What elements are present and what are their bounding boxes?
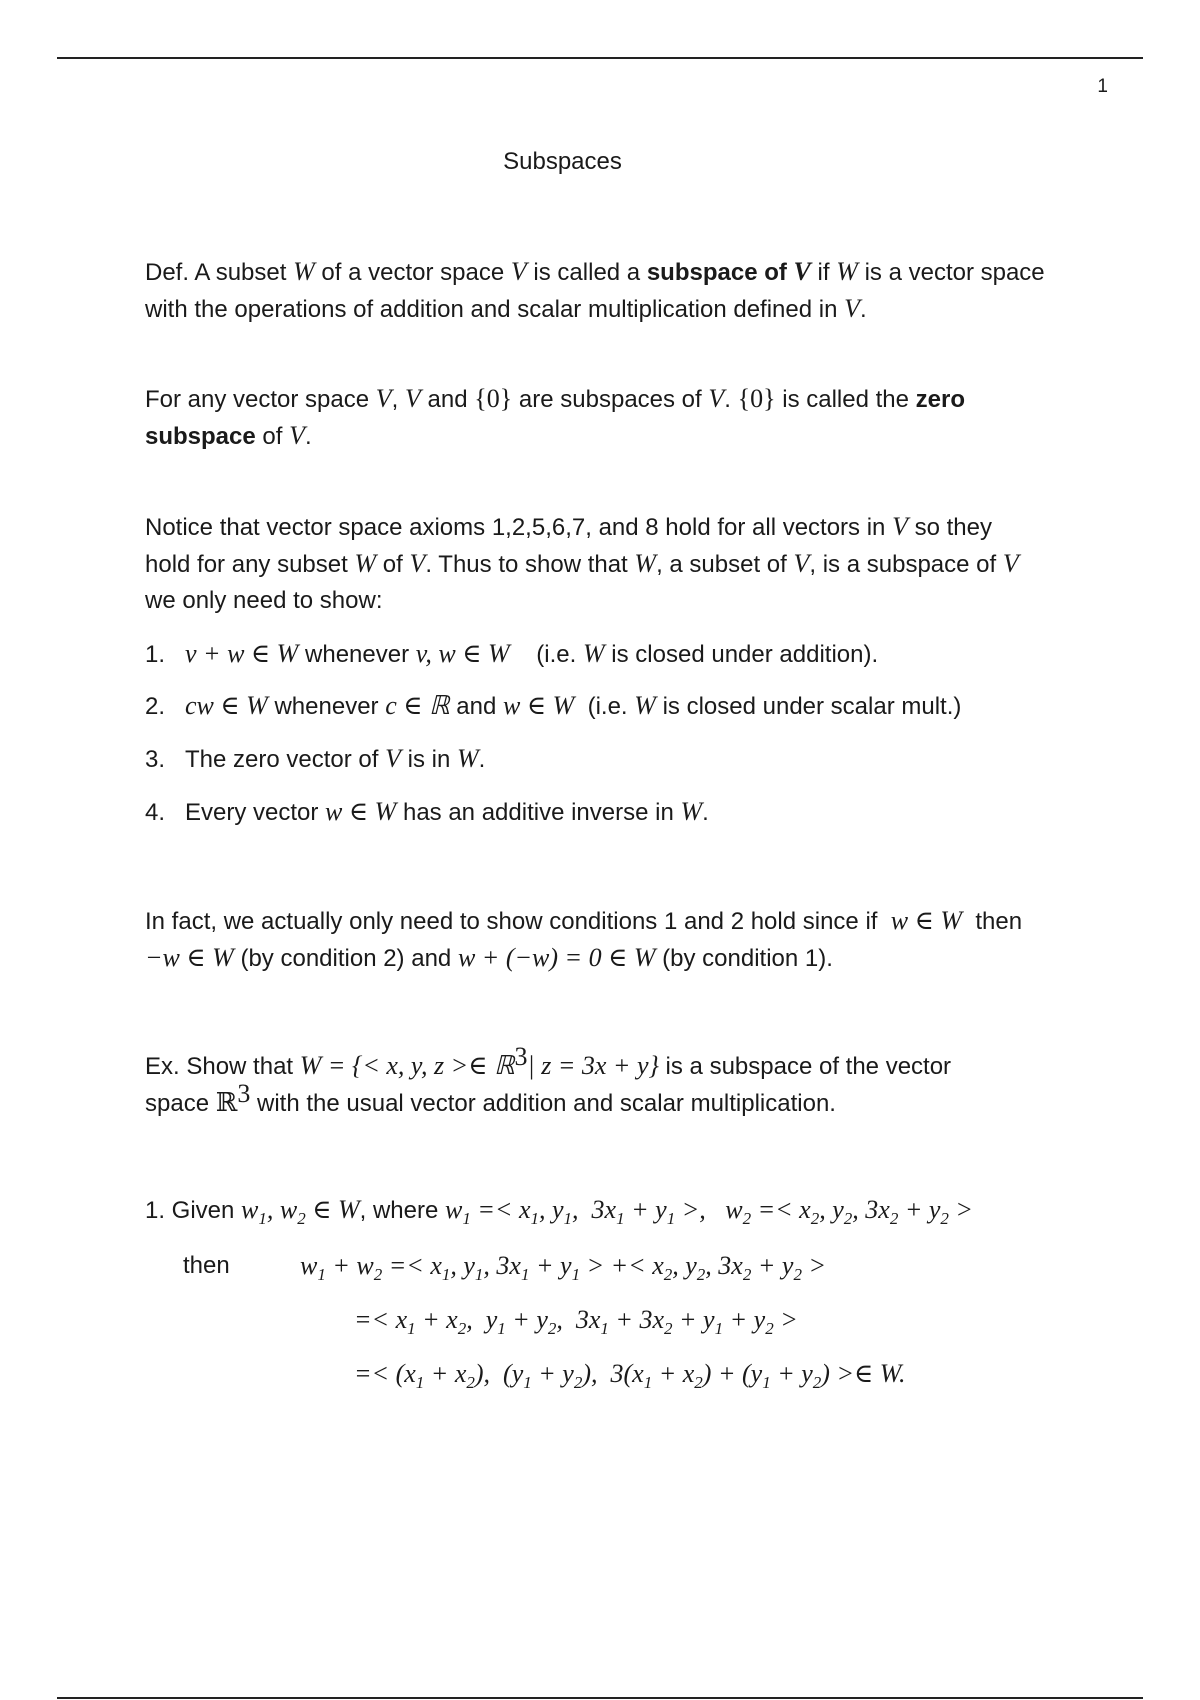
list-item: 1. v + w ∈ W whenever v, w ∈ W (i.e. W is closed under addition). xyxy=(145,639,879,668)
proof-equation-line-3: =< $(x_1 + x_2)$, $(y_1 + y_2)$, $3(x_1 + x_2) + (y_1 + y_2)$ >∈ W. xyxy=(354,1359,906,1393)
proof-equation-line-2: =< $x_1 + x_2$, $y_1 + y_2$, $3x_1 + 3x_2 + y_1 + y_2$ > xyxy=(354,1305,798,1339)
bottom-rule xyxy=(57,1697,1143,1699)
page-number: 1 xyxy=(1097,76,1108,97)
list-item: 2. cw ∈ W whenever c ∈ ℝ and w ∈ W (i.e. W is closed under scalar mult.) xyxy=(145,691,962,720)
proof-then-label: then xyxy=(183,1252,230,1279)
list-item: 4. Every vector w ∈ W has an additive inverse in W. xyxy=(145,797,709,826)
zero-subspace-paragraph: For any vector space V, V and {0} are subspaces of V. {0} is called the zero subspace of V. xyxy=(145,384,966,450)
in-fact-paragraph: In fact, we actually only need to show conditions 1 and 2 hold since if w ∈ W then −w ∈ W (by condition 2) and w + (−w) = 0 ∈ W (by condition 1). xyxy=(145,906,1023,972)
notice-paragraph: Notice that vector space axioms 1,2,5,6,7, and 8 hold for all vectors in V so they hold for any subset W of V. Thus to show that W, a subset of V, is a subspace of V we only need to show: xyxy=(145,512,1019,614)
list-item: 3. The zero vector of V is in W. xyxy=(145,744,486,773)
proof-given-line: 1. Given $w_1$, $w_2$ ∈ W, where $w_1 =< x_1$, $y_1$, $3x_1 + y_1$ >, $w_2 =< x_2$, $y_2$, $3x_2 + y_2$ > xyxy=(145,1195,973,1229)
proof-equation-line-1: $w_1 + w_2 =< x_1$, $y_1$, $3x_1 + y_1$ > +< $x_2$, $y_2$, $3x_2 + y_2$ > xyxy=(300,1251,826,1285)
subspace-term: subspace of xyxy=(646,259,794,286)
subspace-term-2: subspace xyxy=(145,423,256,450)
example-paragraph: Ex. Show that W = {< x, y, z >∈ ℝ$^3$| z = 3x + y} is a subspace of the vector space ℝ$^3$ with the usual vector addition and scalar multiplication. xyxy=(145,1042,952,1117)
zero-term: zero xyxy=(915,386,966,413)
page-title: Subspaces xyxy=(503,148,622,175)
definition-paragraph: Def. A subset W of a vector space V is called a subspace of V if W is a vector space with the operations of addition and scalar multiplication defined in V. xyxy=(145,257,1045,323)
top-rule xyxy=(57,57,1143,59)
